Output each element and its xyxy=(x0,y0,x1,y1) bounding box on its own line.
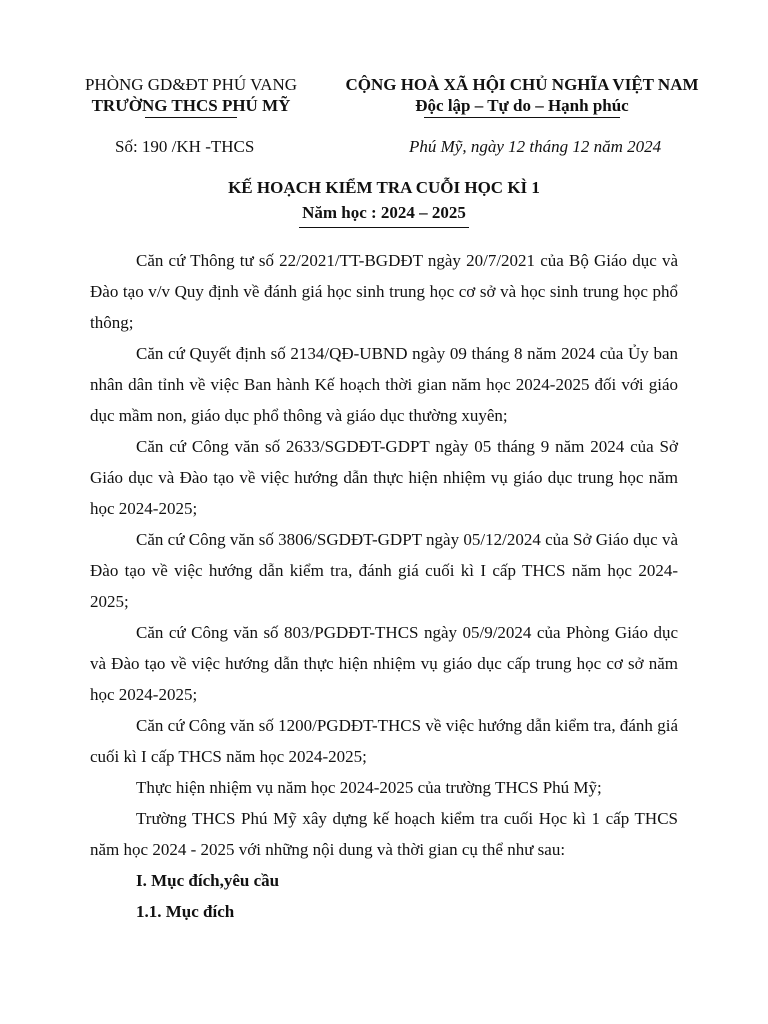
title-underline xyxy=(299,227,469,228)
legal-basis-paragraph: Căn cứ Công văn số 2633/SGDĐT-GDPT ngày 05 tháng 9 năm 2024 của Sở Giáo dục và Đào tạo về việc hướng dẫn thực hiện nhiệm vụ giáo dục trung học năm học 2024-2025; xyxy=(90,437,678,518)
section-heading: I. Mục đích,yêu cầu xyxy=(136,871,280,890)
national-motto: Độc lập – Tự do – Hạnh phúc xyxy=(415,96,629,115)
motto-underline xyxy=(424,117,620,118)
task-paragraph: Thực hiện nhiệm vụ năm học 2024-2025 của trường THCS Phú Mỹ; xyxy=(136,778,602,797)
legal-basis-paragraph: Căn cứ Công văn số 803/PGDĐT-THCS ngày 05/9/2024 của Phòng Giáo dục và Đào tạo về việc hướng dẫn thực hiện nhiệm vụ giáo dục cấp trung học cơ sở năm học 2024-2025; xyxy=(90,623,678,704)
legal-basis-paragraph: Căn cứ Công văn số 1200/PGDĐT-THCS về việc hướng dẫn kiểm tra, đánh giá cuối kì I cấp THCS năm học 2024-2025; xyxy=(90,716,678,766)
agency-name: PHÒNG GD&ĐT PHÚ VANG xyxy=(84,75,298,94)
country-name: CỘNG HOÀ XÃ HỘI CHỦ NGHĨA VIỆT NAM xyxy=(345,75,699,94)
issuer-block xyxy=(60,74,322,118)
document-number: Số: 190 /KH -THCS xyxy=(115,137,255,156)
legal-basis-paragraph: Căn cứ Quyết định số 2134/QĐ-UBND ngày 09 tháng 8 năm 2024 của Ủy ban nhân dân tỉnh về việc Ban hành Kế hoạch thời gian năm học 2024-2025 đối với giáo dục mầm non, giáo dục phổ thông và giáo dục thường xuyên; xyxy=(90,344,678,425)
place-and-date: Phú Mỹ, ngày 12 tháng 12 năm 2024 xyxy=(409,137,662,156)
document-title: KẾ HOẠCH KIỂM TRA CUỖI HỌC KÌ 1 xyxy=(228,178,540,197)
school-year: Năm học : 2024 – 2025 xyxy=(302,203,466,222)
document-body xyxy=(90,245,678,927)
legal-basis-paragraph: Căn cứ Thông tư số 22/2021/TT-BGDĐT ngày 20/7/2021 của Bộ Giáo dục và Đào tạo v/v Quy định về đánh giá học sinh trung học cơ sở và học sinh trung học phổ thông; xyxy=(90,251,678,332)
national-header xyxy=(322,74,722,118)
school-name: TRƯỜNG THCS PHÚ MỸ xyxy=(91,96,291,115)
legal-basis-paragraph: Căn cứ Công văn số 3806/SGDĐT-GDPT ngày 05/12/2024 của Sở Giáo dục và Đào tạo về việc hướng dẫn kiểm tra, đánh giá cuối kì I cấp THCS năm học 2024- 2025; xyxy=(90,530,678,611)
school-underline xyxy=(145,117,237,118)
document-title-block xyxy=(0,175,768,228)
subsection-heading: 1.1. Mục đích xyxy=(136,902,235,921)
intro-paragraph: Trường THCS Phú Mỹ xây dựng kế hoạch kiểm tra cuối Học kì 1 cấp THCS năm học 2024 - 2025 với những nội dung và thời gian cụ thể như sau: xyxy=(90,809,678,859)
